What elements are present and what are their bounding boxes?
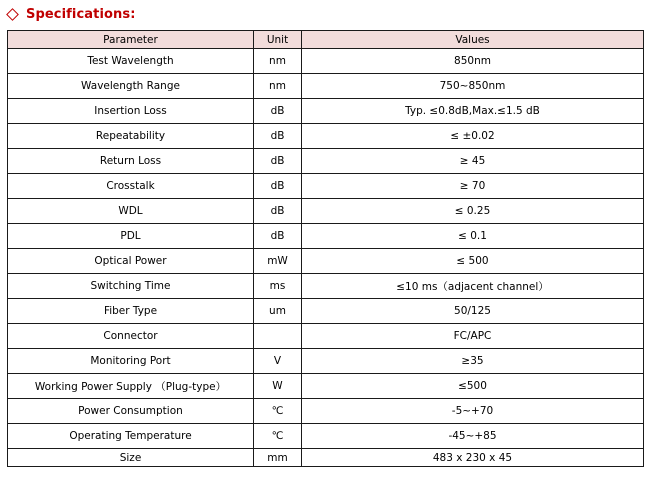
value-cell: ≥ 70 — [302, 174, 644, 199]
parameter-cell: Size — [8, 449, 254, 467]
parameter-cell: Crosstalk — [8, 174, 254, 199]
unit-cell: ms — [254, 274, 302, 299]
parameter-cell: Insertion Loss — [8, 99, 254, 124]
value-cell: 850nm — [302, 49, 644, 74]
table-row — [8, 149, 644, 174]
unit-cell: V — [254, 349, 302, 374]
unit-cell: ℃ — [254, 424, 302, 449]
parameter-cell: Optical Power — [8, 249, 254, 274]
table-row — [8, 249, 644, 274]
parameter-cell: Repeatability — [8, 124, 254, 149]
table-row — [8, 449, 644, 467]
table-row — [8, 299, 644, 324]
section-heading — [4, 4, 136, 24]
parameter-cell: Switching Time — [8, 274, 254, 299]
table-row — [8, 424, 644, 449]
unit-cell: mm — [254, 449, 302, 467]
unit-cell: nm — [254, 49, 302, 74]
value-cell: ≤ 0.1 — [302, 224, 644, 249]
value-cell: ≤ ±0.02 — [302, 124, 644, 149]
unit-cell: dB — [254, 124, 302, 149]
column-header-parameter: Parameter — [8, 31, 254, 49]
table-row — [8, 324, 644, 349]
value-cell: ≥35 — [302, 349, 644, 374]
parameter-cell: Test Wavelength — [8, 49, 254, 74]
parameter-cell: Monitoring Port — [8, 349, 254, 374]
unit-cell: dB — [254, 199, 302, 224]
unit-cell: W — [254, 374, 302, 399]
parameter-cell: Connector — [8, 324, 254, 349]
section-title: Specifications: — [26, 6, 136, 22]
parameter-cell: Power Consumption — [8, 399, 254, 424]
parameter-cell: Fiber Type — [8, 299, 254, 324]
value-cell: ≤10 ms（adjacent channel） — [302, 274, 644, 299]
unit-cell: dB — [254, 149, 302, 174]
table-header-row — [8, 31, 644, 49]
value-cell: ≤ 500 — [302, 249, 644, 274]
unit-cell — [254, 324, 302, 349]
specifications-table — [7, 30, 644, 467]
value-cell: -45~+85 — [302, 424, 644, 449]
column-header-values: Values — [302, 31, 644, 49]
table-row — [8, 349, 644, 374]
column-header-unit: Unit — [254, 31, 302, 49]
unit-cell: um — [254, 299, 302, 324]
value-cell: ≤ 0.25 — [302, 199, 644, 224]
table-row — [8, 74, 644, 99]
unit-cell: dB — [254, 99, 302, 124]
table-row — [8, 399, 644, 424]
unit-cell: dB — [254, 174, 302, 199]
value-cell: FC/APC — [302, 324, 644, 349]
table-row — [8, 124, 644, 149]
value-cell: 750~850nm — [302, 74, 644, 99]
unit-cell: ℃ — [254, 399, 302, 424]
table-row — [8, 199, 644, 224]
value-cell: Typ. ≤0.8dB,Max.≤1.5 dB — [302, 99, 644, 124]
parameter-cell: Return Loss — [8, 149, 254, 174]
table-row — [8, 274, 644, 299]
unit-cell: nm — [254, 74, 302, 99]
table-row — [8, 374, 644, 399]
table-row — [8, 99, 644, 124]
table-row — [8, 174, 644, 199]
parameter-cell: Working Power Supply （Plug-type） — [8, 374, 254, 399]
value-cell: ≥ 45 — [302, 149, 644, 174]
parameter-cell: WDL — [8, 199, 254, 224]
unit-cell: mW — [254, 249, 302, 274]
value-cell: 50/125 — [302, 299, 644, 324]
value-cell: 483 x 230 x 45 — [302, 449, 644, 467]
unit-cell: dB — [254, 224, 302, 249]
value-cell: -5~+70 — [302, 399, 644, 424]
table-row — [8, 224, 644, 249]
parameter-cell: Operating Temperature — [8, 424, 254, 449]
table-row — [8, 49, 644, 74]
value-cell: ≤500 — [302, 374, 644, 399]
diamond-outline-icon — [6, 8, 19, 21]
parameter-cell: PDL — [8, 224, 254, 249]
parameter-cell: Wavelength Range — [8, 74, 254, 99]
